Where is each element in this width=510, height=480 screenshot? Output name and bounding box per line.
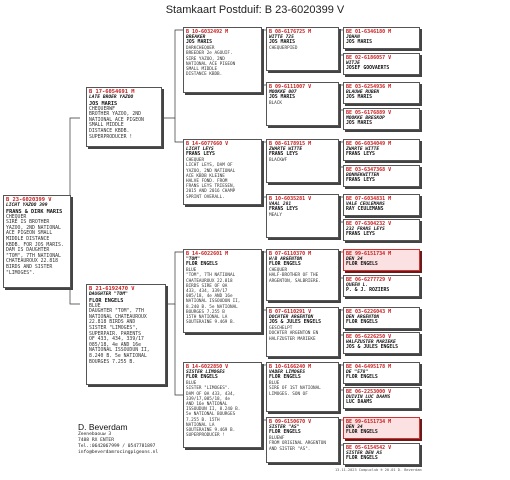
gg-pigeon-card-10[interactable] xyxy=(343,275,420,297)
pigeon-name: ZWARTE WITTE xyxy=(269,147,303,152)
owner-name: FRANS LEYS xyxy=(346,178,375,184)
owner-name: FRANS LEYS xyxy=(346,232,375,238)
breeder-name: D. Beverdam xyxy=(78,422,128,432)
breeder-email[interactable]: info@beverdamrocingpigeons.nl xyxy=(78,450,159,455)
pigeon-description: CHEQUER LICHT LEYS, DAM OF YAZOO, 2ND NATIONAL ACE KBDB KLEINE HALVE FOND. FROM FRANS LEYS TRIESEN, 2015 AND 2016 CHAMP SPRINT OVERALL. xyxy=(186,158,236,200)
gg-pigeon-card-8[interactable] xyxy=(343,219,420,241)
sss-pigeon-card[interactable] xyxy=(266,27,339,71)
owner-name: FLOR ENGELS xyxy=(346,262,378,268)
ring-number: B 17-6054691 M xyxy=(89,89,135,95)
pigeon-description: CHEQUER HALF-BROTHER OF THE ARGENTON, SALBRIERE. xyxy=(269,268,321,284)
ring-number: BE 05-6226250 V xyxy=(346,334,392,340)
ds-pigeon-card[interactable] xyxy=(183,249,262,333)
ring-number: B 10-6032492 M xyxy=(186,29,229,35)
owner-name: FLOR ENGELS xyxy=(346,430,378,436)
owner-name: JOS MARIS xyxy=(89,100,118,107)
ssd-pigeon-card[interactable] xyxy=(266,82,339,126)
owner-name: FRANS LEYS xyxy=(269,207,298,213)
owner-name: FRANS LEYS xyxy=(186,152,215,158)
pigeon-name: BREAKER xyxy=(186,35,206,40)
ring-number: BE 07-6034831 M xyxy=(346,196,392,202)
owner-name: FLOR ENGELS xyxy=(186,262,218,268)
gg-pigeon-card-14[interactable] xyxy=(343,387,420,409)
pigeon-description: CHEQUER SIRE IS BROTHER YAZOO, 2ND NATIONAL ACE PIGEON SMALL MIDDLE DISTANCE KBDB. FOR JOS MARIS. DAM IS DAUGHTER "TOM", 7TH NATIONAL CHATEAUROUX 22.818 BIRDS AND SISTER "LIMOGES". xyxy=(6,214,64,276)
ring-number: B 08-6176725 M xyxy=(269,29,312,35)
owner-name: FLOR ENGELS xyxy=(89,297,124,304)
pigeon-name: DEN 34 xyxy=(346,257,363,262)
ring-number: BE 03-6226043 M xyxy=(346,309,392,315)
pigeon-name: ZWARTE WITTE xyxy=(346,147,380,152)
footer-credit: 13-11-2023 Compuclub ® 20.01 D. Beverdam xyxy=(335,468,422,472)
pigeon-name: WITJE xyxy=(346,61,360,66)
dd-pigeon-card[interactable] xyxy=(183,362,262,448)
pigeon-name: DEN 34 xyxy=(346,425,363,430)
ring-number: B 10-6166240 M xyxy=(269,364,312,370)
pigeon-name: LICHT YAZOO 399 xyxy=(6,203,48,208)
owner-name: JOSEF GOOVAERTS xyxy=(346,66,390,72)
page-title: Stamkaart Postduif: B 23-6020399 V xyxy=(165,4,345,16)
pigeon-name: QUEEN L. xyxy=(346,283,369,288)
ring-number: BE 07-6304232 V xyxy=(346,221,392,227)
owner-name: LUC DAAMS xyxy=(346,400,372,406)
pigeon-name: SISTER DEN AS xyxy=(346,451,382,456)
pigeon-name: LICHT LEYS xyxy=(186,147,214,152)
pigeon-name: DOCHTER ARGENTON xyxy=(269,315,314,320)
ring-number: BE 04-6495178 M xyxy=(346,364,392,370)
pigeon-name: VADER LIMOGES xyxy=(269,370,305,375)
pigeon-name: WITTE 725 xyxy=(269,35,294,40)
dsd-pigeon-card[interactable] xyxy=(266,307,339,357)
owner-name: JOS MARIS xyxy=(269,40,295,46)
ring-number: B 14-6077660 V xyxy=(186,141,229,147)
pigeon-description: BLUE SIRE OF 1ST NATIONAL LIMOGES. SON OF xyxy=(269,381,321,397)
ring-number: BE 06-6034049 M xyxy=(346,141,392,147)
ring-number: BE 06-2253000 V xyxy=(346,389,392,395)
pigeon-description: BLUEWF FROM ORIGINAL ARGENTON AND SISTER "AS". xyxy=(269,436,326,452)
ring-number: B 14-6022601 M xyxy=(186,251,229,257)
breeder-address-line-2: 7488 RX ENTER xyxy=(78,438,114,443)
pigeon-description: GESCHELPT DOCHTER ARGENTON EN HALFZUSTER MARIEKE xyxy=(269,326,319,342)
pigeon-name: JOHAN xyxy=(346,35,360,40)
gg-pigeon-card-2[interactable] xyxy=(343,53,420,75)
owner-name: FLOR ENGELS xyxy=(269,430,301,436)
ring-number: BE 02-6186057 V xyxy=(346,55,392,61)
pigeon-name: DUIVIN LUC DAAMS xyxy=(346,395,391,400)
pigeon-name: BLAUWE RUBEN xyxy=(346,90,380,95)
pigeon-name: 232 FRANS LEYS xyxy=(346,227,385,232)
owner-name: JOS & JULES ENGELS xyxy=(269,320,321,326)
pigeon-name: DAUGHTER "TOM" xyxy=(89,292,128,297)
owner-name: JOS & JULES ENGELS xyxy=(346,345,398,351)
owner-name: JOS MARIS xyxy=(346,121,372,127)
breeder-phone: Tel.:0642067999 / 0547781897 xyxy=(78,444,156,449)
owner-name: FLOR ENGELS xyxy=(346,456,378,462)
ring-number: B 14-6022850 V xyxy=(186,364,229,370)
owner-name: FRANS LEYS xyxy=(269,152,298,158)
ring-number: B 21-6192470 V xyxy=(89,286,135,292)
pigeon-name: "TOM" xyxy=(186,257,200,262)
breeder-info xyxy=(78,422,158,456)
gg-pigeon-card-3[interactable] xyxy=(343,82,420,104)
gg-pigeon-card-9[interactable] xyxy=(343,249,420,271)
gg-pigeon-card-6[interactable] xyxy=(343,165,420,187)
owner-name: FRANS & DIRK MARIS xyxy=(6,208,63,215)
ring-number: BE 99-6151734 M xyxy=(346,251,392,257)
pigeon-name: MOOKKE BRESKOP xyxy=(346,116,385,121)
gg-pigeon-card-11[interactable] xyxy=(343,307,420,329)
pigeon-description: CHEQUERWF BROTHER YAZOO, 2ND NATIONAL ACE PIGEON SMALL MIDDLE DISTANCE KBDB. SUPERPRODUCER ! xyxy=(89,106,144,140)
gg-pigeon-card-4[interactable] xyxy=(343,108,420,130)
owner-name: FLOR ENGELS xyxy=(186,375,218,381)
pigeon-name: DEN ARGENTON xyxy=(346,315,380,320)
owner-name: JOS MARIS xyxy=(346,95,372,101)
subject-pigeon-card[interactable] xyxy=(3,195,71,288)
breeder-address-line-1: Zeenebaouw 3 xyxy=(78,432,112,437)
ring-number: B 23-6020399 V xyxy=(6,197,52,203)
pigeon-name: BONNEKWITTEN xyxy=(346,173,380,178)
pigeon-name: DE "578" xyxy=(346,370,369,375)
pigeon-description: BLUE DAUGHTER "TOM", 7TH NATIONAL CHATEAUROUX 22.818 BIRDS AND SISTER "LIMOGES", SUPERPAIR. PARENTS OF 433, 434, 339/17 085/18, 4e AND 16e NATIONAL ISSOUDUN II, 8.240 B. 5e NATIONAL BOURGES 7.255 B. xyxy=(89,303,150,365)
owner-name: JOS MARIS xyxy=(269,95,295,101)
pigeon-name: SISTER "AS" xyxy=(269,425,300,430)
owner-name: JOS MARIS xyxy=(186,40,212,46)
pigeon-description: BLACKWF xyxy=(269,158,288,164)
ddd-pigeon-card[interactable] xyxy=(266,417,339,463)
ring-number: BE 03-6254936 M xyxy=(346,84,392,90)
pigeon-description: BLUE "TOM", 7TH NATIONAL CHATEAUROUX 22.818 BIRDS SIRE OF 0A 433, 434, 339/17 085/18, 4e AND 16e NATIONAL ISSOUDUN II, 8.240 B. 5e NATIONAL BOURGES 7.255 B 15TH NATIONAL LA SOUTERAINE 9.469 B. xyxy=(186,268,241,326)
pigeon-name: VAAL 281 xyxy=(269,202,292,207)
gg-pigeon-card-5[interactable] xyxy=(343,139,420,161)
owner-name: FLOR ENGELS xyxy=(346,320,378,326)
sdd-pigeon-card[interactable] xyxy=(266,194,339,238)
pigeon-description: BLUE SISTER "LIMOGES". DAM OF 0A 433, 434, 339/17,085/18, 4e AND 16e NATIONAL ISSOUDUN II, 8.240 B. 5e NATIONAL BOURGES 7.255 B. 15TH NATIONAL LA SOUTERAINE 9.469 B. SUPERPRODUCER ! xyxy=(186,381,241,439)
pigeon-name: MOOKKE 007 xyxy=(269,90,297,95)
dds-pigeon-card[interactable] xyxy=(266,362,339,412)
pigeon-description: CHEQUERPIED xyxy=(269,46,298,52)
pigeon-description: BLACK xyxy=(269,101,282,107)
gg-pigeon-card-7[interactable] xyxy=(343,194,420,216)
pigeon-name: VALE CEULEMANS xyxy=(346,202,385,207)
gg-pigeon-card-12[interactable] xyxy=(343,332,420,354)
owner-name: FLOR ENGELS xyxy=(269,375,301,381)
ring-number: BE 05-6176889 V xyxy=(346,110,392,116)
sire-pigeon-card[interactable] xyxy=(86,87,162,147)
gg-pigeon-card-13[interactable] xyxy=(343,362,420,384)
ring-number: BE 05-6154542 V xyxy=(346,445,392,451)
dss-pigeon-card[interactable] xyxy=(266,249,339,301)
owner-name: FLOR ENGELS xyxy=(269,262,301,268)
ring-number: BE 06-6277729 V xyxy=(346,277,392,283)
pigeon-name: LATE BROER YAZOO xyxy=(89,95,134,100)
sds-pigeon-card[interactable] xyxy=(266,139,339,183)
owner-name: RAY CEULEMANS xyxy=(346,207,384,213)
dam-pigeon-card[interactable] xyxy=(86,284,166,385)
ring-number: BE 99-6151734 M xyxy=(346,419,392,425)
ss-pigeon-card[interactable] xyxy=(183,27,262,93)
ring-number: B 07-6110370 M xyxy=(269,251,312,257)
ring-number: B 09-6150670 V xyxy=(269,419,312,425)
owner-name: P. & J. ROZIERS xyxy=(346,288,390,294)
pigeon-description: DARKCHEQUER BREEDER 2e AGOUIF. SIRE YAZOO, 2ND NATIONAL ACE PIGEON SMALL MIDDLE DISTANCE KBDB. xyxy=(186,46,236,78)
ring-number: B 08-6178915 M xyxy=(269,141,312,147)
ring-number: BE 01-6346180 M xyxy=(346,29,392,35)
pigeon-description: MEALY xyxy=(269,213,282,219)
gg-pigeon-card-1[interactable] xyxy=(343,27,420,49)
pigeon-name: HALFZUSTER MARIEKE xyxy=(346,340,396,345)
ring-number: B 07-6110291 V xyxy=(269,309,312,315)
pigeon-name: H/B ARGENTON xyxy=(269,257,303,262)
gg-pigeon-card-15[interactable] xyxy=(343,417,420,439)
owner-name: FLOR ENGELS xyxy=(346,375,378,381)
ring-number: BE 03-6347368 V xyxy=(346,167,392,173)
ring-number: B 09-6111007 V xyxy=(269,84,312,90)
ring-number: B 10-6035281 V xyxy=(269,196,312,202)
pigeon-name: SISTER LIMOGES xyxy=(186,370,225,375)
sd-pigeon-card[interactable] xyxy=(183,139,262,205)
owner-name: FRANS LEYS xyxy=(346,152,375,158)
gg-pigeon-card-16[interactable] xyxy=(343,443,420,465)
owner-name: JOS MARIS xyxy=(346,40,372,46)
